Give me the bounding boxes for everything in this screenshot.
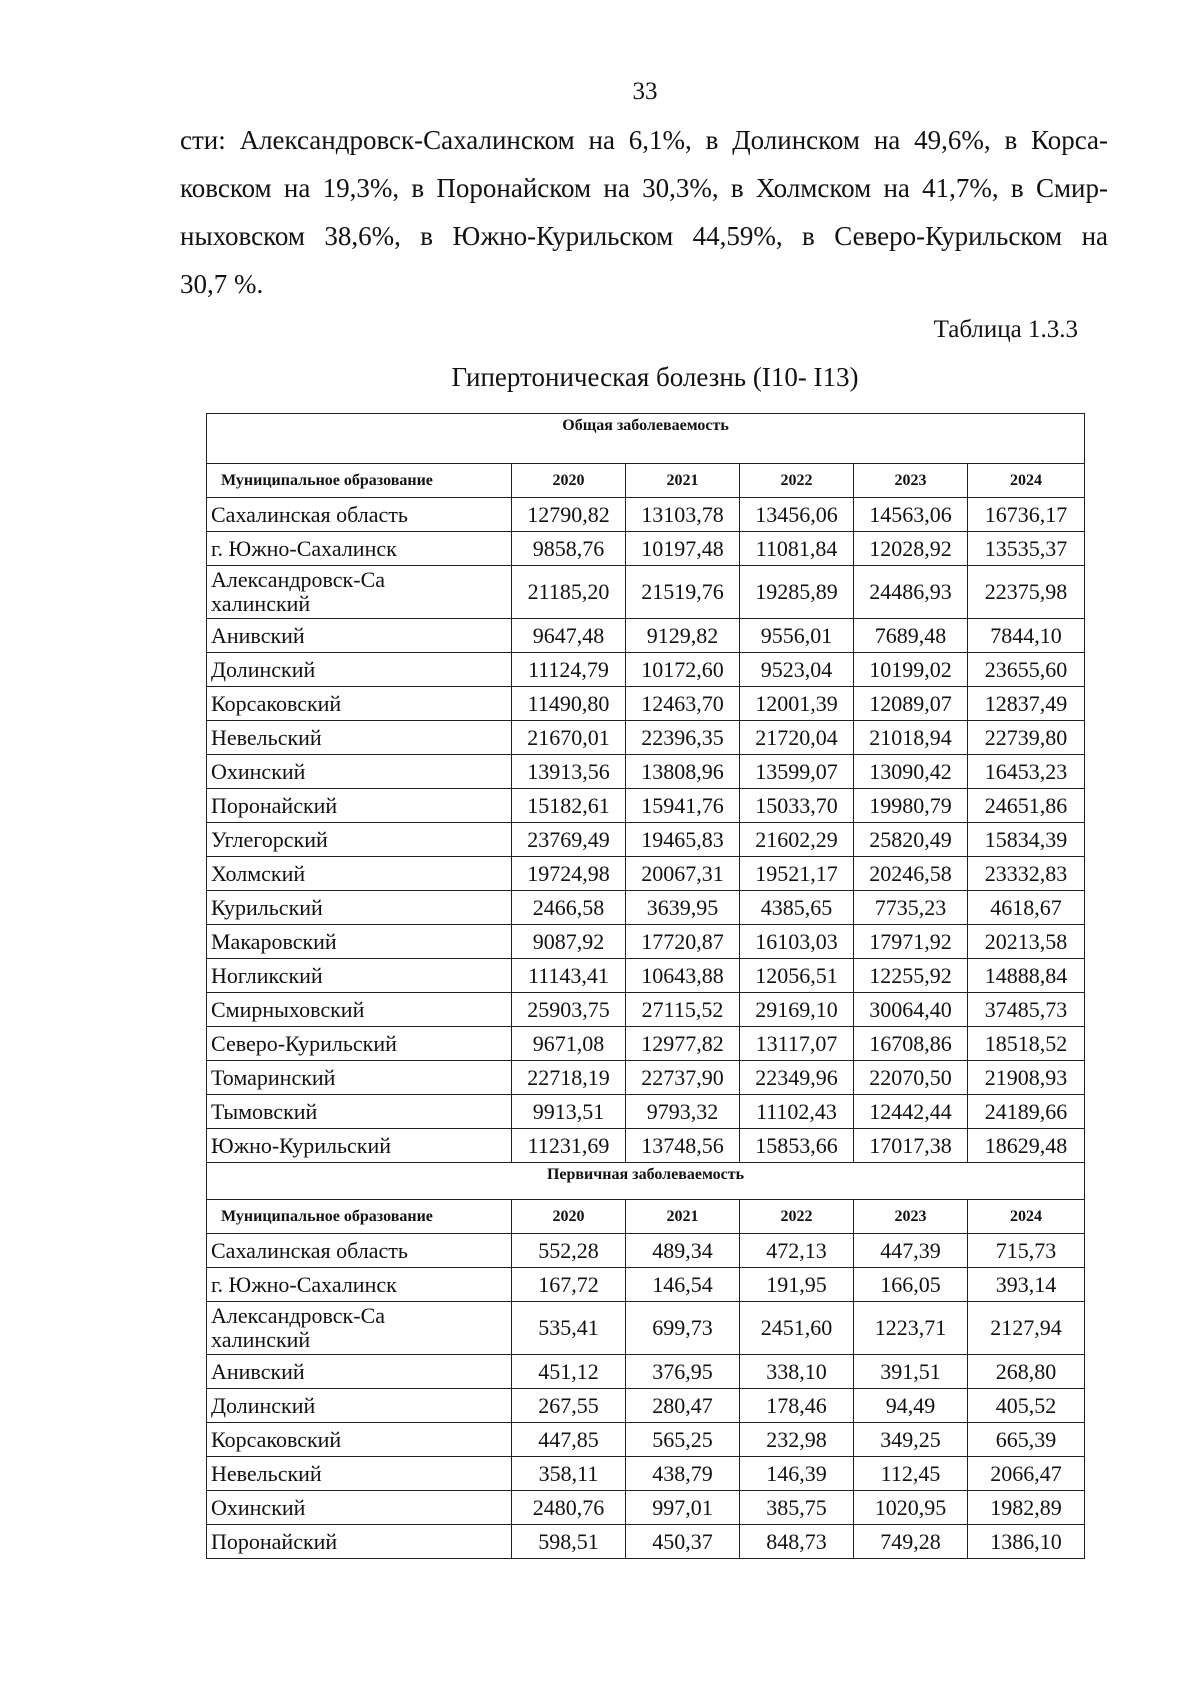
header-municipality: Муниципальное образование bbox=[207, 464, 512, 498]
table-row bbox=[207, 721, 1085, 755]
table-row bbox=[207, 619, 1085, 653]
value-cell: 7689,48 bbox=[854, 619, 968, 653]
value-cell: 11102,43 bbox=[740, 1095, 854, 1129]
paragraph-line: ковском на 19,3%, в Поронайском на 30,3%, в Холмском на 41,7%, в Смир- bbox=[180, 173, 1108, 203]
table-row bbox=[207, 1389, 1085, 1423]
value-cell: 12837,49 bbox=[968, 687, 1085, 721]
value-cell: 848,73 bbox=[740, 1525, 854, 1559]
value-cell: 20067,31 bbox=[626, 857, 740, 891]
table-row bbox=[207, 1355, 1085, 1389]
value-cell: 9647,48 bbox=[512, 619, 626, 653]
value-cell: 22375,98 bbox=[968, 566, 1085, 619]
value-cell: 2466,58 bbox=[512, 891, 626, 925]
value-cell: 393,14 bbox=[968, 1268, 1085, 1302]
value-cell: 2127,94 bbox=[968, 1302, 1085, 1355]
value-cell: 12463,70 bbox=[626, 687, 740, 721]
header-year: 2021 bbox=[626, 1200, 740, 1234]
municipality-name: Смирныховский bbox=[207, 993, 512, 1027]
value-cell: 22349,96 bbox=[740, 1061, 854, 1095]
municipality-name: Корсаковский bbox=[207, 687, 512, 721]
table-row bbox=[207, 687, 1085, 721]
value-cell: 13599,07 bbox=[740, 755, 854, 789]
value-cell: 15941,76 bbox=[626, 789, 740, 823]
value-cell: 665,39 bbox=[968, 1423, 1085, 1457]
value-cell: 12028,92 bbox=[854, 532, 968, 566]
value-cell: 7735,23 bbox=[854, 891, 968, 925]
value-cell: 715,73 bbox=[968, 1234, 1085, 1268]
paragraph-line: 30,7 %. bbox=[180, 269, 264, 299]
value-cell: 10643,88 bbox=[626, 959, 740, 993]
value-cell: 9671,08 bbox=[512, 1027, 626, 1061]
table-row bbox=[207, 925, 1085, 959]
table-row bbox=[207, 823, 1085, 857]
municipality-name: г. Южно-Сахалинск bbox=[207, 1268, 512, 1302]
section-title-row bbox=[207, 1163, 1085, 1200]
value-cell: 450,37 bbox=[626, 1525, 740, 1559]
value-cell: 24486,93 bbox=[854, 566, 968, 619]
header-year: 2023 bbox=[854, 1200, 968, 1234]
value-cell: 30064,40 bbox=[854, 993, 968, 1027]
table-row bbox=[207, 1268, 1085, 1302]
value-cell: 23655,60 bbox=[968, 653, 1085, 687]
municipality-name: Сахалинская область bbox=[207, 1234, 512, 1268]
value-cell: 23332,83 bbox=[968, 857, 1085, 891]
value-cell: 146,54 bbox=[626, 1268, 740, 1302]
value-cell: 22739,80 bbox=[968, 721, 1085, 755]
value-cell: 16708,86 bbox=[854, 1027, 968, 1061]
municipality-name: г. Южно-Сахалинск bbox=[207, 532, 512, 566]
value-cell: 23769,49 bbox=[512, 823, 626, 857]
value-cell: 178,46 bbox=[740, 1389, 854, 1423]
value-cell: 11124,79 bbox=[512, 653, 626, 687]
value-cell: 489,34 bbox=[626, 1234, 740, 1268]
value-cell: 25820,49 bbox=[854, 823, 968, 857]
value-cell: 25903,75 bbox=[512, 993, 626, 1027]
value-cell: 385,75 bbox=[740, 1491, 854, 1525]
table-row bbox=[207, 532, 1085, 566]
value-cell: 21670,01 bbox=[512, 721, 626, 755]
value-cell: 405,52 bbox=[968, 1389, 1085, 1423]
value-cell: 15033,70 bbox=[740, 789, 854, 823]
value-cell: 22070,50 bbox=[854, 1061, 968, 1095]
header-year: 2020 bbox=[512, 1200, 626, 1234]
value-cell: 447,39 bbox=[854, 1234, 968, 1268]
paragraph-line: ныховском 38,6%, в Южно-Курильском 44,59%, в Северо-Курильском на bbox=[180, 221, 1108, 251]
municipality-name: Южно-Курильский bbox=[207, 1129, 512, 1163]
section-title-row bbox=[207, 414, 1085, 464]
value-cell: 19465,83 bbox=[626, 823, 740, 857]
value-cell: 13103,78 bbox=[626, 498, 740, 532]
municipality-name: Невельский bbox=[207, 721, 512, 755]
value-cell: 2451,60 bbox=[740, 1302, 854, 1355]
table-row bbox=[207, 498, 1085, 532]
table-row bbox=[207, 1129, 1085, 1163]
header-year: 2021 bbox=[626, 464, 740, 498]
municipality-name: Ногликский bbox=[207, 959, 512, 993]
header-row bbox=[207, 464, 1085, 498]
value-cell: 10172,60 bbox=[626, 653, 740, 687]
value-cell: 358,11 bbox=[512, 1457, 626, 1491]
value-cell: 280,47 bbox=[626, 1389, 740, 1423]
value-cell: 14888,84 bbox=[968, 959, 1085, 993]
value-cell: 20213,58 bbox=[968, 925, 1085, 959]
value-cell: 16103,03 bbox=[740, 925, 854, 959]
table-row bbox=[207, 1457, 1085, 1491]
value-cell: 94,49 bbox=[854, 1389, 968, 1423]
value-cell: 9087,92 bbox=[512, 925, 626, 959]
municipality-name: Макаровский bbox=[207, 925, 512, 959]
value-cell: 4385,65 bbox=[740, 891, 854, 925]
value-cell: 472,13 bbox=[740, 1234, 854, 1268]
page-number: 33 bbox=[632, 78, 658, 105]
header-row bbox=[207, 1200, 1085, 1234]
value-cell: 18518,52 bbox=[968, 1027, 1085, 1061]
value-cell: 438,79 bbox=[626, 1457, 740, 1491]
municipality-name: Анивский bbox=[207, 1355, 512, 1389]
section-title: Первичная заболеваемость bbox=[207, 1163, 1085, 1200]
value-cell: 1223,71 bbox=[854, 1302, 968, 1355]
municipality-name: Анивский bbox=[207, 619, 512, 653]
value-cell: 19521,17 bbox=[740, 857, 854, 891]
value-cell: 21519,76 bbox=[626, 566, 740, 619]
header-municipality: Муниципальное образование bbox=[207, 1200, 512, 1234]
value-cell: 4618,67 bbox=[968, 891, 1085, 925]
value-cell: 13808,96 bbox=[626, 755, 740, 789]
value-cell: 12977,82 bbox=[626, 1027, 740, 1061]
table-row bbox=[207, 789, 1085, 823]
value-cell: 191,95 bbox=[740, 1268, 854, 1302]
value-cell: 9129,82 bbox=[626, 619, 740, 653]
value-cell: 1386,10 bbox=[968, 1525, 1085, 1559]
table-row bbox=[207, 1302, 1085, 1355]
value-cell: 268,80 bbox=[968, 1355, 1085, 1389]
paragraph-line: сти: Александровск-Сахалинском на 6,1%, в Долинском на 49,6%, в Корса- bbox=[180, 125, 1108, 155]
body-paragraph bbox=[180, 116, 1108, 308]
value-cell: 21602,29 bbox=[740, 823, 854, 857]
value-cell: 9523,04 bbox=[740, 653, 854, 687]
value-cell: 15182,61 bbox=[512, 789, 626, 823]
value-cell: 349,25 bbox=[854, 1423, 968, 1457]
value-cell: 1982,89 bbox=[968, 1491, 1085, 1525]
table-row bbox=[207, 959, 1085, 993]
table-row bbox=[207, 1423, 1085, 1457]
value-cell: 20246,58 bbox=[854, 857, 968, 891]
value-cell: 267,55 bbox=[512, 1389, 626, 1423]
value-cell: 19980,79 bbox=[854, 789, 968, 823]
table-row bbox=[207, 1491, 1085, 1525]
municipality-name: Александровск-Сахалинский bbox=[207, 1302, 512, 1355]
value-cell: 17720,87 bbox=[626, 925, 740, 959]
value-cell: 11081,84 bbox=[740, 532, 854, 566]
value-cell: 12089,07 bbox=[854, 687, 968, 721]
table-row bbox=[207, 1027, 1085, 1061]
value-cell: 146,39 bbox=[740, 1457, 854, 1491]
value-cell: 9556,01 bbox=[740, 619, 854, 653]
value-cell: 13748,56 bbox=[626, 1129, 740, 1163]
value-cell: 19724,98 bbox=[512, 857, 626, 891]
municipality-name: Северо-Курильский bbox=[207, 1027, 512, 1061]
header-year: 2024 bbox=[968, 1200, 1085, 1234]
value-cell: 17971,92 bbox=[854, 925, 968, 959]
value-cell: 15834,39 bbox=[968, 823, 1085, 857]
value-cell: 997,01 bbox=[626, 1491, 740, 1525]
value-cell: 12790,82 bbox=[512, 498, 626, 532]
value-cell: 22737,90 bbox=[626, 1061, 740, 1095]
value-cell: 451,12 bbox=[512, 1355, 626, 1389]
value-cell: 552,28 bbox=[512, 1234, 626, 1268]
value-cell: 232,98 bbox=[740, 1423, 854, 1457]
municipality-name: Холмский bbox=[207, 857, 512, 891]
value-cell: 11490,80 bbox=[512, 687, 626, 721]
value-cell: 21018,94 bbox=[854, 721, 968, 755]
municipality-name: Охинский bbox=[207, 1491, 512, 1525]
header-year: 2020 bbox=[512, 464, 626, 498]
value-cell: 1020,95 bbox=[854, 1491, 968, 1525]
value-cell: 15853,66 bbox=[740, 1129, 854, 1163]
value-cell: 7844,10 bbox=[968, 619, 1085, 653]
value-cell: 12056,51 bbox=[740, 959, 854, 993]
value-cell: 22718,19 bbox=[512, 1061, 626, 1095]
municipality-name: Поронайский bbox=[207, 1525, 512, 1559]
value-cell: 21185,20 bbox=[512, 566, 626, 619]
value-cell: 535,41 bbox=[512, 1302, 626, 1355]
value-cell: 447,85 bbox=[512, 1423, 626, 1457]
value-cell: 21720,04 bbox=[740, 721, 854, 755]
value-cell: 16453,23 bbox=[968, 755, 1085, 789]
municipality-name: Долинский bbox=[207, 1389, 512, 1423]
value-cell: 13117,07 bbox=[740, 1027, 854, 1061]
table-row bbox=[207, 566, 1085, 619]
table-row bbox=[207, 993, 1085, 1027]
section-title: Общая заболеваемость bbox=[207, 414, 1085, 464]
value-cell: 376,95 bbox=[626, 1355, 740, 1389]
value-cell: 10197,48 bbox=[626, 532, 740, 566]
value-cell: 166,05 bbox=[854, 1268, 968, 1302]
table-row bbox=[207, 1234, 1085, 1268]
value-cell: 13456,06 bbox=[740, 498, 854, 532]
municipality-name: Тымовский bbox=[207, 1095, 512, 1129]
value-cell: 37485,73 bbox=[968, 993, 1085, 1027]
value-cell: 9913,51 bbox=[512, 1095, 626, 1129]
value-cell: 19285,89 bbox=[740, 566, 854, 619]
value-cell: 3639,95 bbox=[626, 891, 740, 925]
value-cell: 14563,06 bbox=[854, 498, 968, 532]
value-cell: 167,72 bbox=[512, 1268, 626, 1302]
value-cell: 9793,32 bbox=[626, 1095, 740, 1129]
value-cell: 112,45 bbox=[854, 1457, 968, 1491]
municipality-name: Александровск-Сахалинский bbox=[207, 566, 512, 619]
table-row bbox=[207, 1095, 1085, 1129]
value-cell: 29169,10 bbox=[740, 993, 854, 1027]
value-cell: 598,51 bbox=[512, 1525, 626, 1559]
municipality-name: Поронайский bbox=[207, 789, 512, 823]
value-cell: 2480,76 bbox=[512, 1491, 626, 1525]
value-cell: 9858,76 bbox=[512, 532, 626, 566]
header-year: 2024 bbox=[968, 464, 1085, 498]
value-cell: 391,51 bbox=[854, 1355, 968, 1389]
value-cell: 338,10 bbox=[740, 1355, 854, 1389]
table-row bbox=[207, 755, 1085, 789]
value-cell: 749,28 bbox=[854, 1525, 968, 1559]
value-cell: 11143,41 bbox=[512, 959, 626, 993]
value-cell: 699,73 bbox=[626, 1302, 740, 1355]
value-cell: 16736,17 bbox=[968, 498, 1085, 532]
municipality-name: Охинский bbox=[207, 755, 512, 789]
table-title: Гипертоническая болезнь (I10- I13) bbox=[451, 362, 859, 392]
value-cell: 13090,42 bbox=[854, 755, 968, 789]
morbidity-table bbox=[206, 413, 1085, 1559]
value-cell: 2066,47 bbox=[968, 1457, 1085, 1491]
municipality-name: Углегорский bbox=[207, 823, 512, 857]
municipality-name: Долинский bbox=[207, 653, 512, 687]
value-cell: 24651,86 bbox=[968, 789, 1085, 823]
value-cell: 24189,66 bbox=[968, 1095, 1085, 1129]
value-cell: 11231,69 bbox=[512, 1129, 626, 1163]
value-cell: 13535,37 bbox=[968, 532, 1085, 566]
header-year: 2023 bbox=[854, 464, 968, 498]
value-cell: 18629,48 bbox=[968, 1129, 1085, 1163]
value-cell: 21908,93 bbox=[968, 1061, 1085, 1095]
table-row bbox=[207, 857, 1085, 891]
table-row bbox=[207, 891, 1085, 925]
municipality-name: Томаринский bbox=[207, 1061, 512, 1095]
value-cell: 22396,35 bbox=[626, 721, 740, 755]
value-cell: 13913,56 bbox=[512, 755, 626, 789]
table-caption: Таблица 1.3.3 bbox=[933, 316, 1078, 343]
header-year: 2022 bbox=[740, 464, 854, 498]
value-cell: 12001,39 bbox=[740, 687, 854, 721]
table-row bbox=[207, 1525, 1085, 1559]
value-cell: 565,25 bbox=[626, 1423, 740, 1457]
header-year: 2022 bbox=[740, 1200, 854, 1234]
municipality-name: Невельский bbox=[207, 1457, 512, 1491]
value-cell: 12255,92 bbox=[854, 959, 968, 993]
municipality-name: Сахалинская область bbox=[207, 498, 512, 532]
value-cell: 27115,52 bbox=[626, 993, 740, 1027]
table-row bbox=[207, 653, 1085, 687]
municipality-name: Курильский bbox=[207, 891, 512, 925]
municipality-name: Корсаковский bbox=[207, 1423, 512, 1457]
value-cell: 10199,02 bbox=[854, 653, 968, 687]
table-row bbox=[207, 1061, 1085, 1095]
value-cell: 17017,38 bbox=[854, 1129, 968, 1163]
value-cell: 12442,44 bbox=[854, 1095, 968, 1129]
